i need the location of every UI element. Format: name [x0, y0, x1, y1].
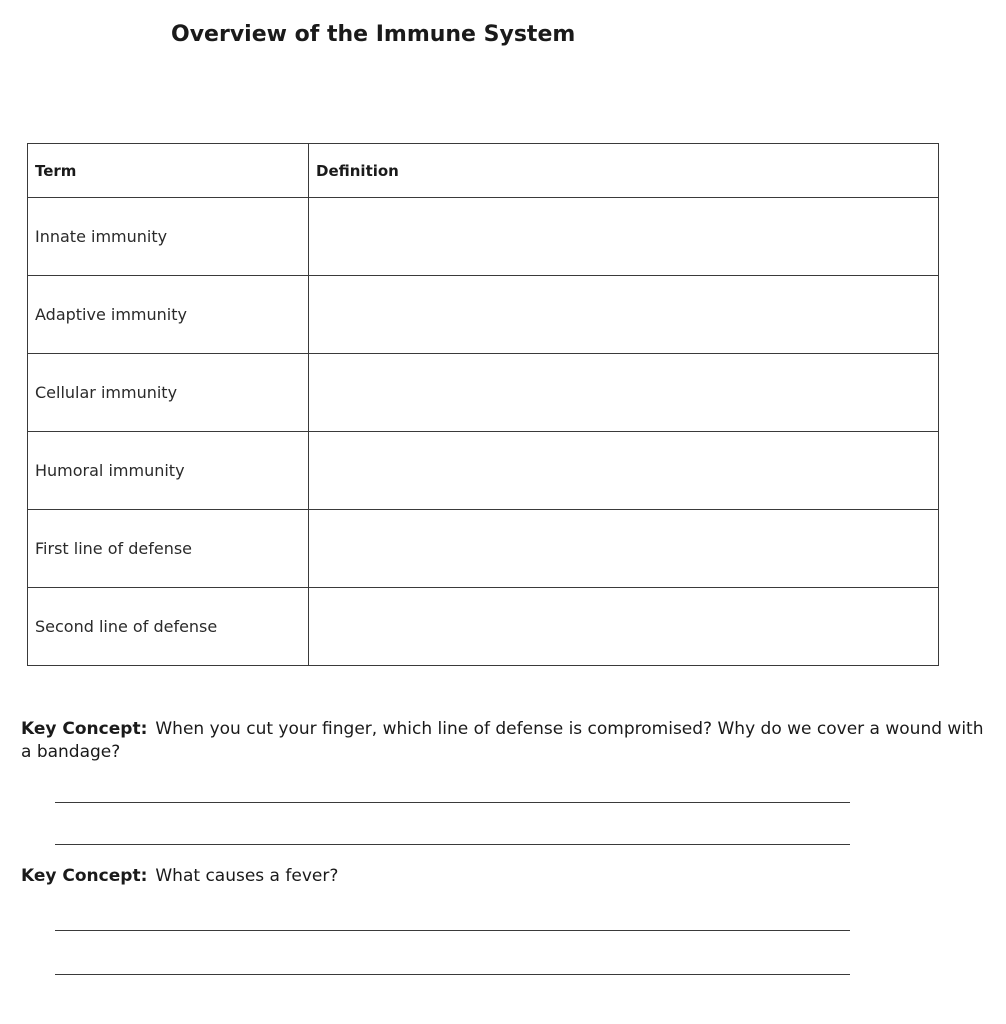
definition-cell[interactable] — [309, 510, 939, 588]
term-column-header: Term — [28, 144, 309, 198]
term-cell: First line of defense — [28, 510, 309, 588]
term-cell: Humoral immunity — [28, 432, 309, 510]
vocabulary-table — [27, 143, 939, 666]
key-concept-label: Key Concept: — [21, 866, 148, 886]
definition-cell[interactable] — [309, 432, 939, 510]
term-cell: Adaptive immunity — [28, 276, 309, 354]
definition-cell[interactable] — [309, 354, 939, 432]
definition-cell[interactable] — [309, 588, 939, 666]
table-row — [28, 588, 939, 666]
question-text: When you cut your finger, which line of defense is compromised? Why do we cover a wound with a bandage? — [21, 719, 984, 762]
definition-column-header: Definition — [309, 144, 939, 198]
answer-line[interactable] — [55, 844, 850, 845]
term-cell: Innate immunity — [28, 198, 309, 276]
table-row — [28, 198, 939, 276]
table-row — [28, 510, 939, 588]
definition-cell[interactable] — [309, 198, 939, 276]
term-cell: Second line of defense — [28, 588, 309, 666]
term-cell: Cellular immunity — [28, 354, 309, 432]
table-row — [28, 276, 939, 354]
key-concept-label: Key Concept: — [21, 719, 148, 739]
answer-line[interactable] — [55, 930, 850, 931]
table-header-row — [28, 144, 939, 198]
page-title: Overview of the Immune System — [171, 22, 576, 47]
answer-line[interactable] — [55, 974, 850, 975]
key-concept-question-1 — [21, 718, 991, 764]
table-row — [28, 354, 939, 432]
definition-cell[interactable] — [309, 276, 939, 354]
question-text: What causes a fever? — [155, 866, 339, 886]
table-row — [28, 432, 939, 510]
key-concept-question-2 — [21, 865, 991, 888]
answer-line[interactable] — [55, 802, 850, 803]
